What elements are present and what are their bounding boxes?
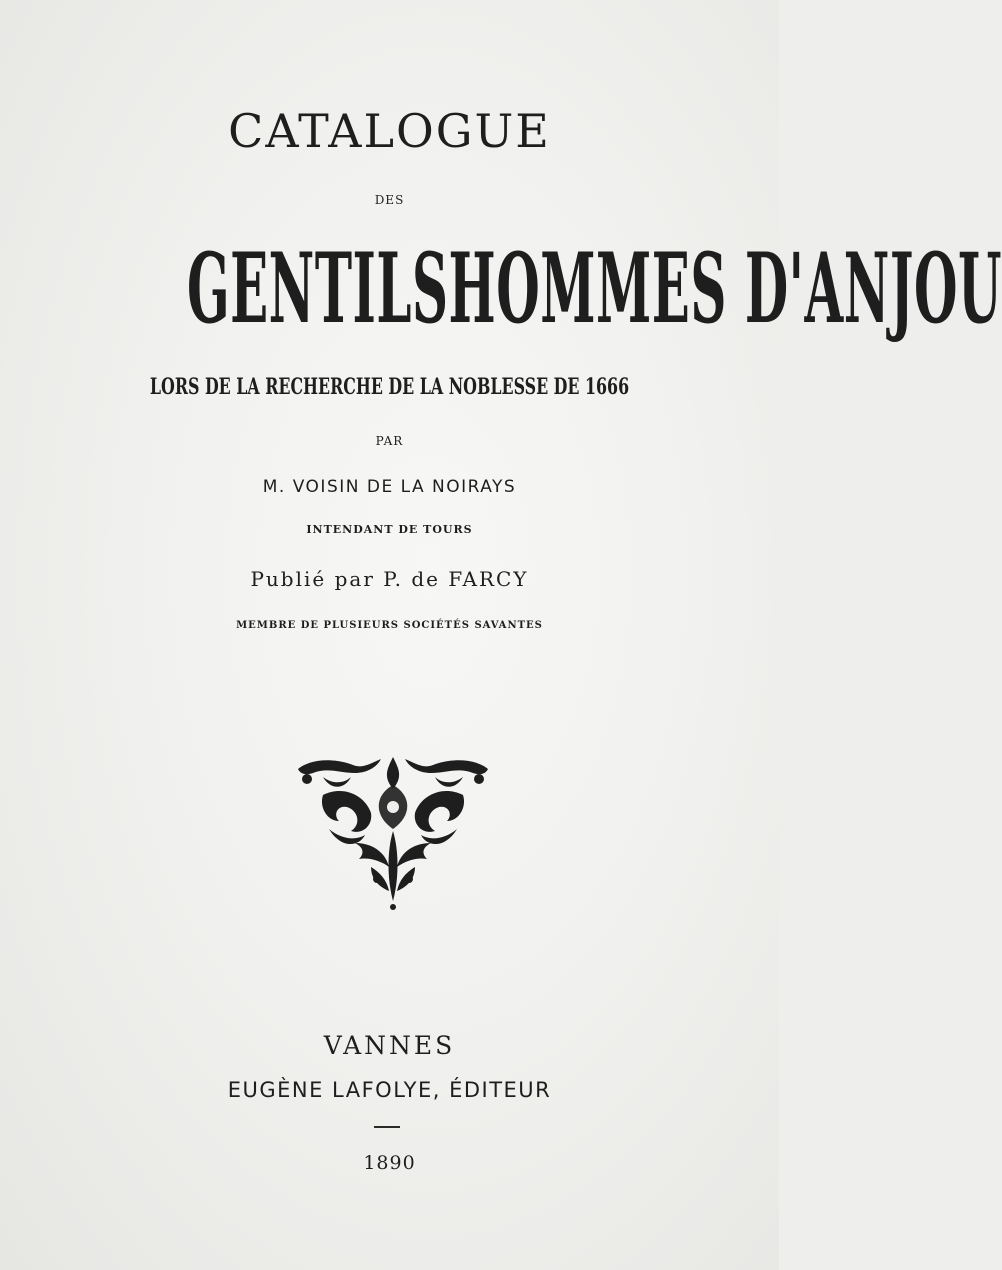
catalogue-heading: CATALOGUE (228, 104, 551, 158)
editor-role: MEMBRE DE PLUSIEURS SOCIÉTÉS SAVANTES (236, 620, 543, 631)
editor-credit: Publié par P. de FARCY (250, 567, 529, 591)
author-role: INTENDANT DE TOURS (306, 523, 473, 536)
author-name: M. VOISIN DE LA NOIRAYS (262, 477, 517, 497)
des-word: DES (374, 193, 405, 207)
imprint-divider (374, 1126, 400, 1128)
par-word: PAR (375, 434, 404, 448)
imprint-publisher: EUGÈNE LAFOLYE, ÉDITEUR (227, 1078, 552, 1102)
main-title: GENTILSHOMMES D'ANJOU (186, 232, 1002, 345)
floral-vignette-icon (293, 755, 493, 915)
imprint-year: 1890 (363, 1152, 416, 1174)
imprint-city: VANNES (323, 1031, 456, 1060)
subtitle: LORS DE LA RECHERCHE DE LA NOBLESSE DE 1666 (149, 374, 630, 400)
